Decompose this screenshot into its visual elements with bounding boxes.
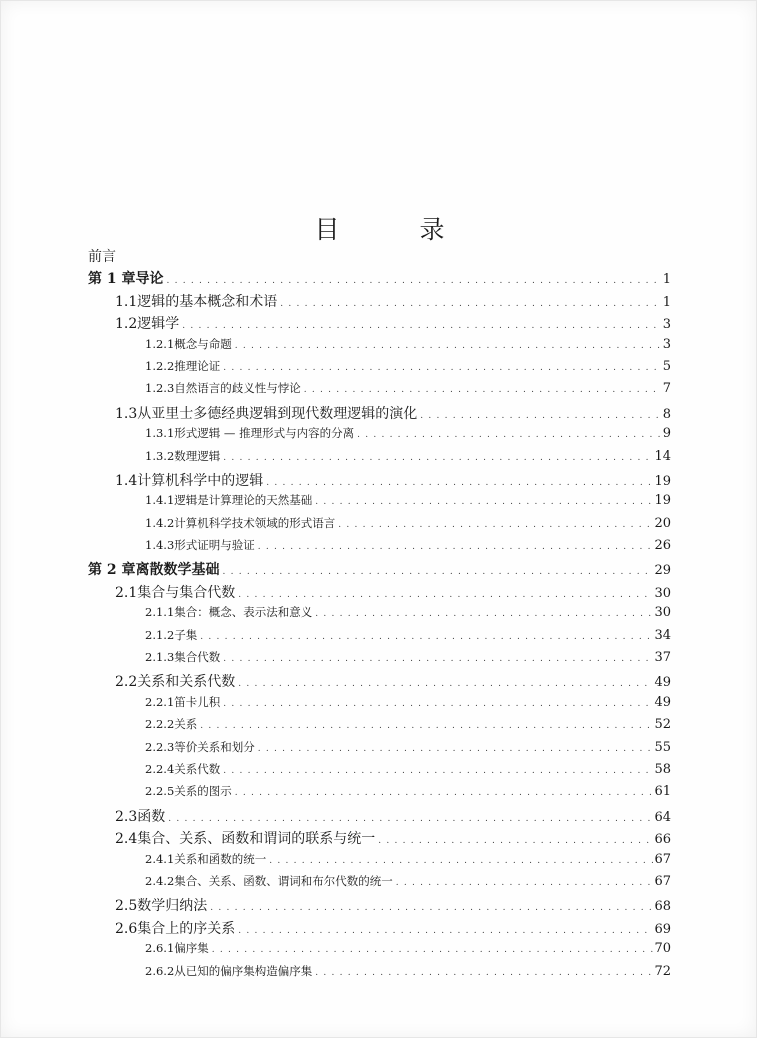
toc-entry-title: 等价关系和划分 bbox=[174, 739, 255, 754]
toc-entry-page-number: 5 bbox=[662, 358, 671, 374]
toc-entry-title: 计算机科学中的逻辑 bbox=[137, 472, 264, 489]
toc-entry-number: 第 1 章 bbox=[88, 271, 136, 288]
toc-entry[interactable] bbox=[88, 448, 671, 470]
toc-entry-number: 2.6.1 bbox=[145, 941, 175, 956]
toc-entry-number: 1.3.1 bbox=[145, 426, 175, 441]
dot-leader bbox=[182, 321, 661, 331]
toc-entry-title: 集合代数 bbox=[174, 650, 221, 665]
dot-leader bbox=[238, 926, 653, 936]
dot-leader bbox=[420, 411, 661, 421]
toc-entry[interactable] bbox=[88, 671, 671, 693]
toc-entry[interactable] bbox=[88, 515, 671, 537]
dot-leader bbox=[200, 632, 653, 642]
toc-entry-title: 数学归纳法 bbox=[137, 898, 208, 915]
toc-entry-number: 1.2 bbox=[115, 316, 138, 333]
toc-entry-number: 2.1.3 bbox=[145, 650, 175, 665]
dot-leader bbox=[223, 654, 653, 664]
toc-entry-page-number: 14 bbox=[654, 448, 671, 464]
toc-entry-number: 1.2.1 bbox=[145, 336, 175, 351]
toc-entry[interactable] bbox=[88, 963, 671, 985]
dot-leader bbox=[315, 968, 653, 978]
toc-entry-number: 2.2.3 bbox=[145, 739, 175, 754]
toc-entry-page-number: 66 bbox=[654, 832, 671, 848]
toc-entry-page-number: 68 bbox=[654, 899, 671, 915]
toc-entry-title: 推理论证 bbox=[174, 358, 221, 373]
dot-leader bbox=[338, 520, 653, 530]
toc-entry[interactable] bbox=[88, 828, 671, 850]
toc-entry-title: 关系和函数的统一 bbox=[174, 851, 267, 866]
toc-entry-number: 第 2 章 bbox=[88, 562, 136, 579]
toc-entry-title: 从已知的偏序集构造偏序集 bbox=[174, 963, 313, 978]
toc-entry-title: 集合、关系、函数和谓词的联系与统一 bbox=[137, 831, 376, 848]
table-of-contents bbox=[88, 246, 671, 985]
toc-entry[interactable] bbox=[88, 649, 671, 671]
toc-entry-number: 2.2.1 bbox=[145, 694, 175, 709]
toc-entry-title: 自然语言的歧义性与悖论 bbox=[174, 381, 301, 396]
toc-entry-number: 2.1.1 bbox=[145, 605, 175, 620]
toc-entry[interactable] bbox=[88, 336, 671, 358]
toc-entry-title: 前言 bbox=[88, 249, 116, 265]
toc-entry-number: 1.2.3 bbox=[145, 381, 175, 396]
toc-entry-number: 2.2.4 bbox=[145, 761, 175, 776]
dot-leader bbox=[167, 276, 662, 286]
toc-entry-page-number: 20 bbox=[654, 515, 671, 531]
dot-leader bbox=[357, 430, 662, 440]
toc-entry[interactable] bbox=[88, 873, 671, 895]
toc-entry-number: 2.1.2 bbox=[145, 627, 175, 642]
toc-entry[interactable] bbox=[88, 739, 671, 761]
dot-leader bbox=[235, 788, 654, 798]
toc-entry-page-number: 19 bbox=[654, 473, 671, 489]
toc-entry-number: 2.1 bbox=[115, 584, 138, 601]
dot-leader bbox=[223, 363, 661, 373]
dot-leader bbox=[266, 478, 653, 488]
toc-entry-page-number: 1 bbox=[662, 294, 671, 310]
toc-entry-page-number: 37 bbox=[654, 650, 671, 666]
dot-leader bbox=[200, 721, 653, 731]
toc-entry[interactable] bbox=[88, 940, 671, 962]
toc-entry-title: 关系和关系代数 bbox=[137, 674, 236, 691]
dot-leader bbox=[212, 945, 654, 955]
dot-leader bbox=[238, 590, 653, 600]
toc-entry-number: 1.2.2 bbox=[145, 358, 175, 373]
toc-entry-number: 1.4 bbox=[115, 472, 138, 489]
toc-entry[interactable] bbox=[88, 268, 671, 290]
toc-entry[interactable] bbox=[88, 783, 671, 805]
dot-leader bbox=[258, 542, 654, 552]
toc-entry-title: 子集 bbox=[174, 627, 198, 642]
toc-entry[interactable] bbox=[88, 470, 671, 492]
dot-leader bbox=[223, 453, 653, 463]
toc-entry-title: 集合上的序关系 bbox=[137, 920, 236, 937]
toc-entry-title: 关系的图示 bbox=[174, 784, 232, 799]
toc-entry[interactable] bbox=[88, 806, 671, 828]
toc-entry-number: 1.3.2 bbox=[145, 448, 175, 463]
toc-entry[interactable] bbox=[88, 761, 671, 783]
toc-entry[interactable] bbox=[88, 716, 671, 738]
toc-entry-page-number: 58 bbox=[654, 761, 671, 777]
toc-entry[interactable] bbox=[88, 918, 671, 940]
toc-entry-page-number: 55 bbox=[654, 739, 671, 755]
dot-leader bbox=[168, 814, 653, 824]
toc-entry-title: 数理逻辑 bbox=[174, 448, 221, 463]
toc-entry-title: 离散数学基础 bbox=[135, 562, 220, 579]
toc-entry-title: 关系代数 bbox=[174, 761, 221, 776]
dot-leader bbox=[258, 744, 654, 754]
toc-entry-title: 逻辑的基本概念和术语 bbox=[137, 293, 278, 310]
toc-entry-title: 形式逻辑 — 推理形式与内容的分离 bbox=[174, 426, 355, 441]
toc-entry[interactable] bbox=[88, 403, 671, 425]
dot-leader bbox=[280, 299, 661, 309]
toc-entry-number: 1.4.1 bbox=[145, 493, 175, 508]
toc-entry-title: 导论 bbox=[135, 271, 164, 288]
toc-entry-title: 偏序集 bbox=[174, 941, 209, 956]
toc-entry-number: 2.3 bbox=[115, 808, 138, 825]
toc-entry-page-number: 29 bbox=[654, 563, 671, 579]
toc-entry-page-number: 8 bbox=[662, 406, 671, 422]
toc-entry-page-number: 52 bbox=[654, 717, 671, 733]
toc-entry[interactable] bbox=[88, 313, 671, 335]
toc-entry[interactable] bbox=[88, 246, 671, 268]
toc-entry-page-number: 3 bbox=[662, 317, 671, 333]
dot-leader bbox=[315, 497, 653, 507]
toc-entry-title: 计算机科学技术领域的形式语言 bbox=[174, 515, 336, 530]
toc-entry-title: 关系 bbox=[174, 717, 198, 732]
toc-entry-page-number: 67 bbox=[654, 873, 671, 889]
page-title: 目 录 bbox=[314, 214, 481, 244]
toc-entry[interactable] bbox=[88, 380, 671, 402]
toc-entry-number: 2.4.2 bbox=[145, 873, 175, 888]
toc-entry-title: 笛卡儿积 bbox=[174, 694, 221, 709]
toc-entry-number: 2.6 bbox=[115, 920, 138, 937]
toc-entry-title: 函数 bbox=[137, 808, 166, 825]
toc-entry-page-number: 49 bbox=[654, 675, 671, 691]
toc-entry-page-number: 72 bbox=[654, 963, 671, 979]
dot-leader bbox=[238, 679, 653, 689]
toc-entry[interactable] bbox=[88, 559, 671, 581]
toc-entry-page-number: 3 bbox=[662, 336, 671, 352]
toc-entry-page-number: 34 bbox=[654, 627, 671, 643]
toc-entry-page-number: 64 bbox=[654, 809, 671, 825]
toc-entry-page-number: 19 bbox=[654, 493, 671, 509]
dot-leader bbox=[235, 341, 662, 351]
dot-leader bbox=[223, 766, 653, 776]
toc-entry[interactable] bbox=[88, 582, 671, 604]
toc-entry-number: 2.6.2 bbox=[145, 963, 175, 978]
toc-entry-page-number: 70 bbox=[654, 941, 671, 957]
toc-entry[interactable] bbox=[88, 895, 671, 917]
dot-leader bbox=[378, 836, 653, 846]
toc-entry-number: 2.5 bbox=[115, 898, 138, 915]
toc-entry-page-number: 49 bbox=[654, 694, 671, 710]
toc-entry-number: 2.2.2 bbox=[145, 717, 175, 732]
toc-entry-number: 1.4.3 bbox=[145, 538, 175, 553]
toc-entry-title: 逻辑是计算理论的天然基础 bbox=[174, 493, 313, 508]
dot-leader bbox=[223, 567, 654, 577]
toc-entry-title: 概念与命题 bbox=[174, 336, 232, 351]
toc-entry-page-number: 67 bbox=[654, 851, 671, 867]
dot-leader bbox=[304, 385, 662, 395]
toc-entry-number: 2.2 bbox=[115, 674, 138, 691]
toc-entry-title: 形式证明与验证 bbox=[174, 538, 255, 553]
toc-entry-page-number: 30 bbox=[654, 585, 671, 601]
toc-entry[interactable] bbox=[88, 425, 671, 447]
toc-entry[interactable] bbox=[88, 537, 671, 559]
dot-leader bbox=[396, 878, 654, 888]
toc-entry[interactable] bbox=[88, 291, 671, 313]
toc-entry-page-number: 1 bbox=[662, 272, 671, 288]
toc-entry[interactable] bbox=[88, 627, 671, 649]
toc-entry-page-number: 26 bbox=[654, 538, 671, 554]
toc-entry-page-number: 61 bbox=[654, 784, 671, 800]
toc-entry-number: 1.3 bbox=[115, 405, 138, 422]
toc-entry-title: 集合：概念、表示法和意义 bbox=[174, 605, 313, 620]
toc-entry-number: 1.4.2 bbox=[145, 515, 175, 530]
toc-entry[interactable] bbox=[88, 851, 671, 873]
dot-leader bbox=[210, 903, 653, 913]
toc-entry-title: 集合、关系、函数、谓词和布尔代数的统一 bbox=[174, 873, 393, 888]
dot-leader bbox=[269, 856, 653, 866]
toc-entry-page-number: 30 bbox=[654, 605, 671, 621]
toc-entry-title: 集合与集合代数 bbox=[137, 584, 236, 601]
dot-leader bbox=[315, 609, 653, 619]
toc-entry-number: 2.4.1 bbox=[145, 851, 175, 866]
toc-entry-number: 1.1 bbox=[115, 293, 138, 310]
toc-entry-page-number: 69 bbox=[654, 921, 671, 937]
toc-entry-number: 2.2.5 bbox=[145, 784, 175, 799]
toc-entry[interactable] bbox=[88, 694, 671, 716]
toc-entry-title: 从亚里士多德经典逻辑到现代数理逻辑的演化 bbox=[137, 405, 418, 422]
toc-entry-page-number: 9 bbox=[662, 426, 671, 442]
toc-entry-title: 逻辑学 bbox=[137, 316, 180, 333]
toc-entry-page-number: 7 bbox=[662, 381, 671, 397]
toc-entry[interactable] bbox=[88, 604, 671, 626]
toc-entry-number: 2.4 bbox=[115, 831, 138, 848]
toc-entry[interactable] bbox=[88, 358, 671, 380]
toc-entry[interactable] bbox=[88, 492, 671, 514]
dot-leader bbox=[223, 699, 653, 709]
